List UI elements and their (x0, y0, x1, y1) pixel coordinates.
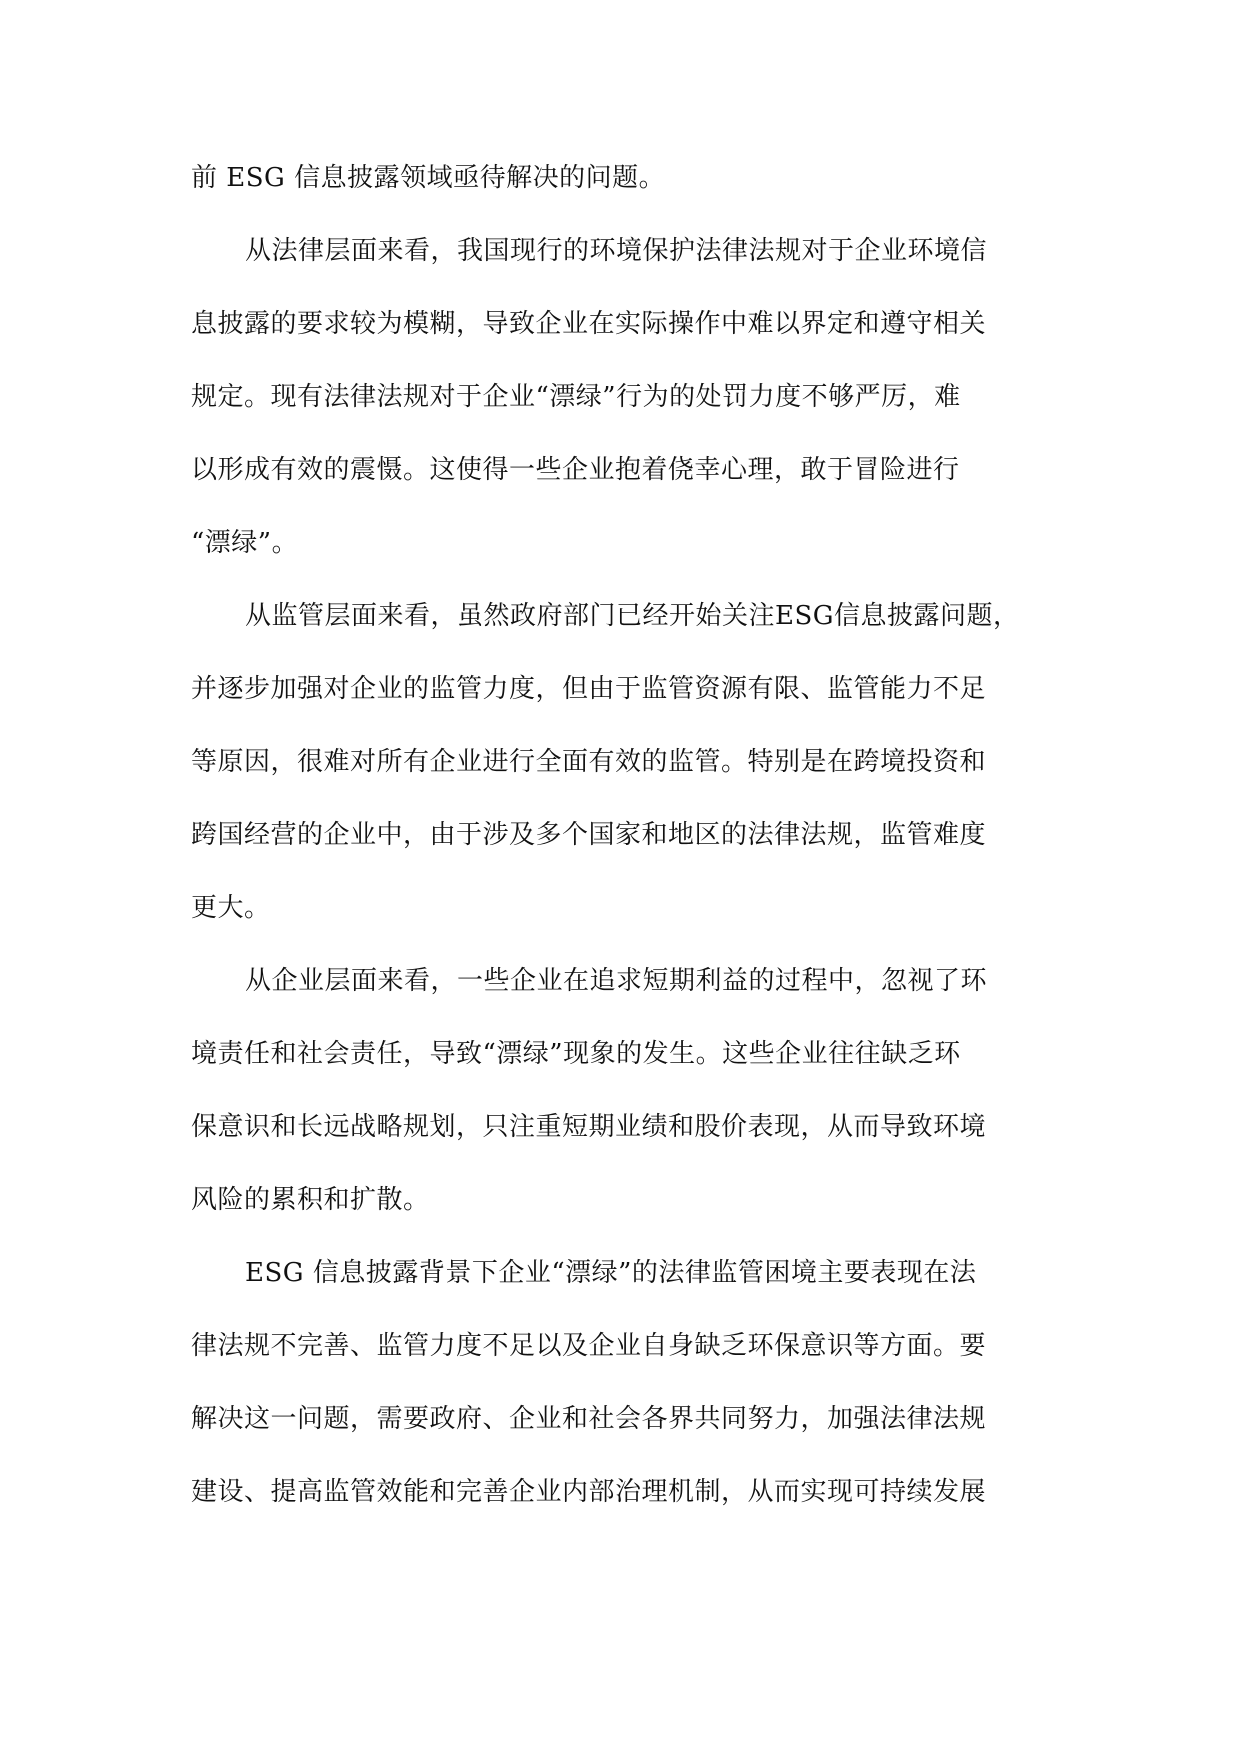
text-line: 跨国经营的企业中，由于涉及多个国家和地区的法律法规，监管难度 (191, 820, 987, 850)
paragraph-4 (191, 945, 1051, 1237)
text-line: 从监管层面来看，虽然政府部门已经开始关注ESG信息披露问题， (245, 601, 1020, 631)
text-line: “漂绿”。 (191, 528, 299, 558)
text-line: 保意识和长远战略规划，只注重短期业绩和股价表现，从而导致环境 (191, 1112, 987, 1142)
text-line: 律法规不完善、监管力度不足以及企业自身缺乏环保意识等方面。要 (191, 1331, 987, 1361)
paragraph-2 (191, 215, 1051, 580)
text-line: 以形成有效的震慑。这使得一些企业抱着侥幸心理，敢于冒险进行 (191, 455, 960, 485)
paragraph-1 (191, 142, 1051, 215)
text-line: 更大。 (191, 893, 271, 923)
text-line: 息披露的要求较为模糊，导致企业在实际操作中难以界定和遵守相关 (191, 309, 987, 339)
text-line: 规定。现有法律法规对于企业“漂绿”行为的处罚力度不够严厉，难 (191, 382, 961, 412)
text-line: 并逐步加强对企业的监管力度，但由于监管资源有限、监管能力不足 (191, 674, 987, 704)
text-line: 境责任和社会责任，导致“漂绿”现象的发生。这些企业往往缺乏环 (191, 1039, 961, 1069)
text-line: 前 ESG 信息披露领域亟待解决的问题。 (191, 163, 666, 193)
text-line: 从企业层面来看，一些企业在追求短期利益的过程中，忽视了环 (245, 966, 988, 996)
paragraph-5 (191, 1237, 1051, 1529)
paragraph-3 (191, 580, 1051, 945)
text-line: 风险的累积和扩散。 (191, 1185, 430, 1215)
document-page (191, 142, 1051, 1529)
text-line: 建设、提高监管效能和完善企业内部治理机制，从而实现可持续发展 (191, 1477, 987, 1507)
text-line: 从法律层面来看，我国现行的环境保护法律法规对于企业环境信 (245, 236, 988, 266)
text-line: 解决这一问题，需要政府、企业和社会各界共同努力，加强法律法规 (191, 1404, 987, 1434)
text-line: ESG 信息披露背景下企业“漂绿”的法律监管困境主要表现在法 (245, 1258, 977, 1288)
text-line: 等原因，很难对所有企业进行全面有效的监管。特别是在跨境投资和 (191, 747, 987, 777)
